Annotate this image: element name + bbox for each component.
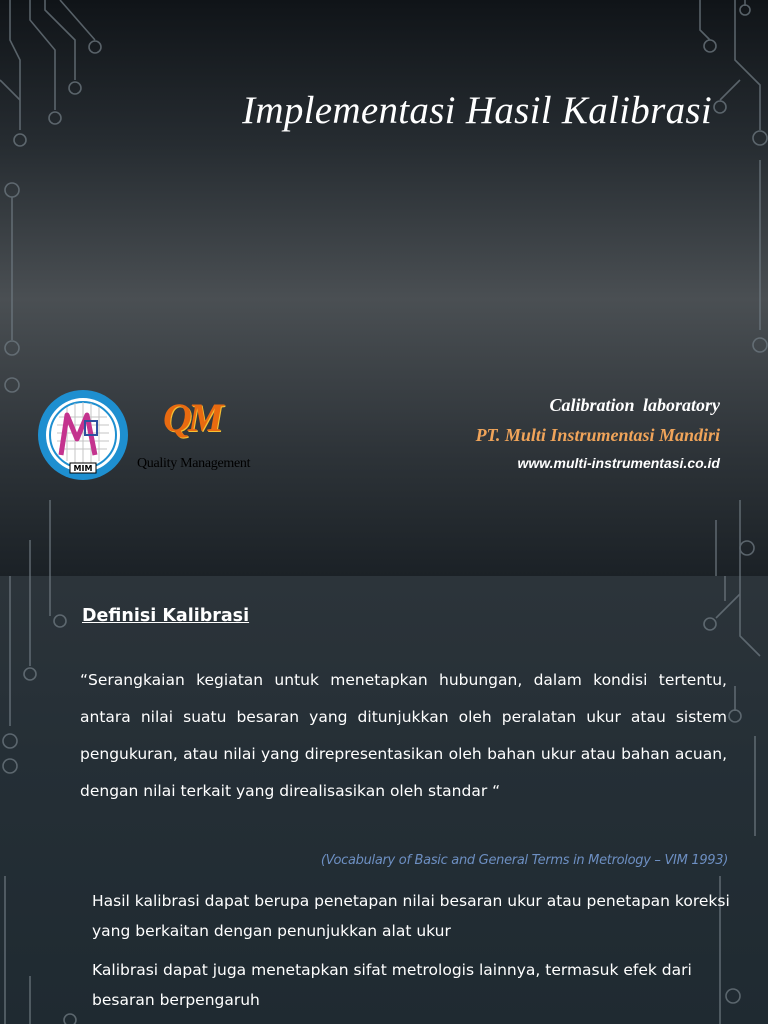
qm-logo-letters: QM xyxy=(163,395,220,440)
mim-logo-text: MIM xyxy=(73,464,93,473)
mim-logo xyxy=(37,389,129,481)
qm-logo xyxy=(135,392,265,482)
citation: (Vocabulary of Basic and General Terms in Metrology – VIM 1993) xyxy=(320,853,728,868)
company-block xyxy=(476,395,720,471)
definition-slide xyxy=(0,576,768,1024)
definition-quote: “Serangkaian kegiatan untuk menetapkan hubungan, dalam kondisi tertentu, antara nilai suatu besaran yang ditunjukkan oleh peralatan ukur atau sistem pengukuran, atau nilai yang direpresentasikan oleh bahan ukur atau bahan acuan, dengan nilai terkait yang direalisasikan oleh standar “ xyxy=(80,671,727,800)
section-heading: Definisi Kalibrasi xyxy=(82,606,250,626)
website-link[interactable]: www.multi-instrumentasi.co.id xyxy=(517,455,720,471)
calibration-lab-label: Calibration laboratory xyxy=(549,395,720,415)
paragraph-1: Hasil kalibrasi dapat berupa penetapan nilai besaran ukur atau penetapan koreksi yang berkaitan dengan penunjukkan alat ukur xyxy=(92,892,730,940)
paragraph-2: Kalibrasi dapat juga menetapkan sifat metrologis lainnya, termasuk efek dari besaran berpengaruh xyxy=(92,961,692,1009)
qm-logo-caption: Quality Management xyxy=(137,456,251,471)
slide-title: Implementasi Hasil Kalibrasi xyxy=(242,89,712,132)
company-name: PT. Multi Instrumentasi Mandiri xyxy=(475,425,720,445)
